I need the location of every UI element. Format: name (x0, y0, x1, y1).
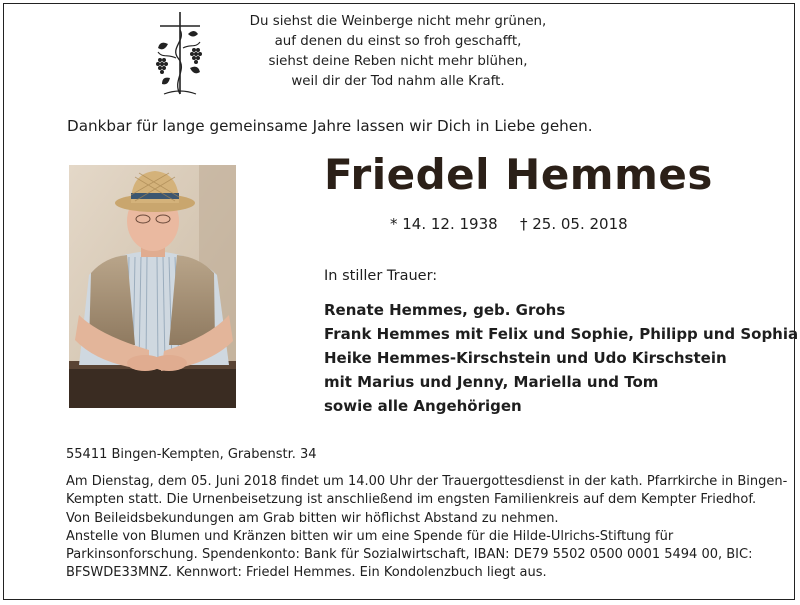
mourner-line: Frank Hemmes mit Felix und Sophie, Philipp und Sophia (324, 325, 799, 343)
cross-with-grapevine-icon (150, 8, 206, 98)
notice-line: Anstelle von Blumen und Kränzen bitten wir um eine Spende für die Hilde-Ulrichs-Stiftung für (66, 528, 674, 544)
poem-line: siehst deine Reben nicht mehr blühen, (268, 54, 528, 69)
notice-line: Von Beileidsbekundungen am Grab bitten wir höflichst Abstand zu nehmen. (66, 510, 559, 526)
notice-line: BFSWDE33MNZ. Kennwort: Friedel Hemmes. Ein Kondolenzbuch liegt aus. (66, 565, 547, 581)
mourner-line: mit Marius und Jenny, Mariella und Tom (324, 373, 659, 391)
mourner-line: Renate Hemmes, geb. Grohs (324, 301, 566, 319)
death-date: † 25. 05. 2018 (520, 215, 628, 233)
poem-line: Du siehst die Weinberge nicht mehr grünen, (249, 14, 547, 29)
address: 55411 Bingen-Kempten, Grabenstr. 34 (66, 447, 317, 462)
birth-date: * 14. 12. 1938 (390, 215, 498, 233)
notice-line: Am Dienstag, dem 05. Juni 2018 findet um 14.00 Uhr der Trauergottesdienst in der kath. Pfarrkirche in Bingen- (66, 474, 788, 489)
mourning-label: In stiller Trauer: (324, 268, 438, 284)
portrait-photo (69, 165, 236, 408)
service-notice (66, 473, 788, 583)
poem-line: weil dir der Tod nahm alle Kraft. (291, 74, 505, 89)
mourner-line: sowie alle Angehörigen (324, 397, 522, 415)
poem-line: auf denen du einst so froh geschafft, (274, 34, 522, 49)
notice-line: Parkinsonforschung. Spendenkonto: Bank für Sozialwirtschaft, IBAN: DE79 5502 0500 0001 5494 00, BIC: (66, 547, 753, 563)
deceased-name: Friedel Hemmes (324, 150, 713, 199)
poem (238, 12, 558, 92)
intro-line: Dankbar für lange gemeinsame Jahre lassen wir Dich in Liebe gehen. (67, 117, 593, 135)
mourner-line: Heike Hemmes-Kirschstein und Udo Kirschstein (324, 349, 727, 367)
mourners-list (324, 298, 798, 418)
notice-line: Kempten statt. Die Urnenbeisetzung ist anschließend im engsten Familienkreis auf dem Kempter Friedhof. (66, 492, 757, 508)
